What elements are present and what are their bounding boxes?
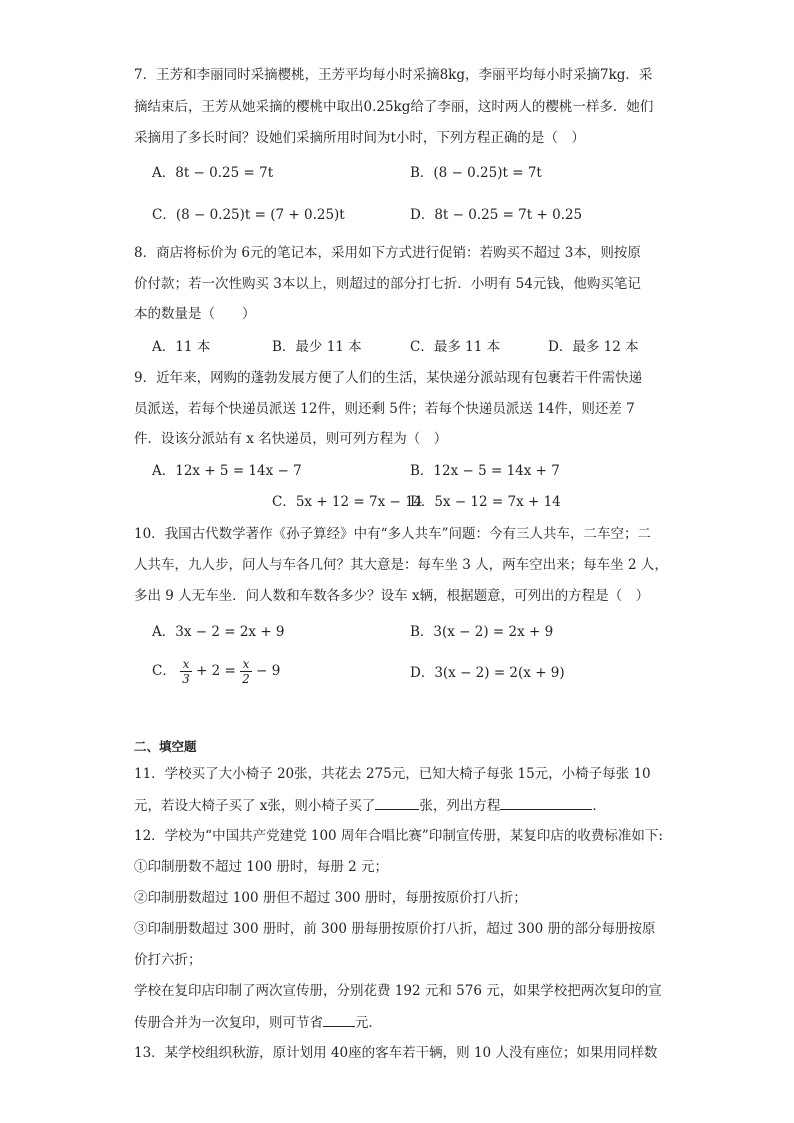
- q7-option-c: C．(8 − 0.25)t = (7 + 0.25)t: [152, 207, 345, 223]
- q8-option-c: C．最多 11 本: [410, 339, 501, 355]
- q10-line-1: 10．我国古代数学著作《孙子算经》中有“多人共车”问题：今有三人共车，二车空；二: [134, 526, 651, 542]
- q10-option-d: D．3(x − 2) = 2(x + 9): [410, 665, 565, 681]
- q8-line-3: 本的数量是（ ）: [134, 306, 256, 322]
- q11-text-b: 张，列出方程: [419, 798, 501, 814]
- fraction-denominator: 2: [242, 672, 250, 686]
- fraction-x-over-3: [180, 657, 192, 686]
- q8-line-1: 8．商店将标价为 6元的笔记本，采用如下方式进行促销：若购买不超过 3本，则按原: [134, 245, 641, 261]
- q9-option-d: D．5x − 12 = 7x + 14: [410, 494, 561, 510]
- q7-option-b: B．(8 − 0.25)t = 7t: [410, 165, 542, 181]
- q12-line-1: 12．学校为“中国共产党建党 100 周年合唱比赛”印制宣传册，某复印店的收费标准如下:: [134, 828, 663, 844]
- q8-line-2: 价付款；若一次性购买 3本以上，则超过的部分打七折．小明有 54元钱，他购买笔记: [134, 276, 641, 292]
- q7-line-1: 7．王芳和李丽同时采摘樱桃，王芳平均每小时采摘8kg，李丽平均每小时采摘7kg．采: [134, 67, 653, 83]
- q9-option-b: B．12x − 5 = 14x + 7: [410, 463, 560, 479]
- answer-blank[interactable]: [375, 795, 419, 810]
- q11-text-a: 元，若设大椅子买了 x张，则小椅子买了: [134, 798, 376, 814]
- q10-option-c-tail: − 9: [256, 663, 281, 679]
- section-heading-fill-in: 二、填空题: [134, 739, 197, 754]
- q12-rule-1: ①印制册数不超过 100 册时，每册 2 元；: [134, 859, 389, 875]
- answer-blank[interactable]: [323, 1012, 355, 1027]
- q12-text-b1: 传册合并为一次复印，则可节省: [134, 1015, 323, 1031]
- q9-option-a: A．12x + 5 = 14x − 7: [152, 463, 302, 479]
- q10-option-c-prefix: C．: [152, 663, 176, 679]
- q12-rule-3b: 价打六折；: [134, 952, 202, 968]
- q10-option-c: [152, 656, 280, 686]
- fraction-numerator: x: [180, 657, 192, 672]
- q11-line-1: 11．学校买了大小椅子 20张，共花去 275元，已知大椅子每张 15元，小椅子每张 10: [134, 766, 651, 782]
- q12-line-b: [134, 1012, 382, 1033]
- q9-option-c: C．5x + 12 = 7x − 14: [272, 494, 423, 510]
- q12-rule-3a: ③印制册数超过 300 册时，前 300 册每册按原价打八折，超过 300 册的部分每册按原: [134, 921, 656, 937]
- q7-line-3: 采摘用了多长时间？设她们采摘所用时间为t小时，下列方程正确的是（ ）: [134, 130, 585, 146]
- q10-option-a: A．3x − 2 = 2x + 9: [152, 624, 285, 640]
- q10-line-3: 多出 9 人无车坐．问人数和车数各多少？设车 x辆，根据题意，可列出的方程是（ ）: [134, 588, 650, 604]
- q11-text-c: ．: [592, 798, 606, 814]
- q7-line-2: 摘结束后，王芳从她采摘的樱桃中取出0.25kg给了李丽，这时两人的樱桃一样多．她们: [134, 99, 654, 115]
- q7-option-a: A．8t − 0.25 = 7t: [152, 165, 274, 181]
- q13-line-1: 13．某学校组织秋游，原计划用 40座的客车若干辆，则 10 人没有座位；如果用同样数: [134, 1045, 658, 1061]
- q9-line-3: 件．设该分派站有 x 名快递员，则可列方程为（ ）: [134, 431, 448, 447]
- q8-option-b: B．最少 11 本: [272, 339, 362, 355]
- q10-option-b: B．3(x − 2) = 2x + 9: [410, 624, 554, 640]
- q7-option-d: D．8t − 0.25 = 7t + 0.25: [410, 207, 583, 223]
- q11-line-2: [134, 795, 606, 816]
- q12-line-a: 学校在复印店印制了两次宣传册，分别花费 192 元和 576 元，如果学校把两次复印的宣: [134, 983, 662, 999]
- q10-option-c-middle: + 2 =: [196, 663, 236, 679]
- q12-text-b2: 元．: [355, 1015, 382, 1031]
- q12-rule-2: ②印制册数超过 100 册但不超过 300 册时，每册按原价打八折；: [134, 890, 527, 906]
- fraction-x-over-2: [240, 657, 252, 686]
- q9-line-1: 9．近年来，网购的蓬勃发展方便了人们的生活，某快递分派站现有包裹若干件需快递: [134, 370, 643, 386]
- q10-line-2: 人共车，九人步，问人与车各几何？其大意是：每车坐 3 人，两车空出来；每车坐 2 人，: [134, 557, 668, 573]
- fraction-numerator: x: [240, 657, 252, 672]
- answer-blank[interactable]: [500, 795, 592, 810]
- fraction-denominator: 3: [182, 672, 190, 686]
- q9-line-2: 员派送，若每个快递员派送 12件，则还剩 5件；若每个快递员派送 14件，则还差 7: [134, 401, 635, 417]
- q8-option-a: A．11 本: [152, 339, 211, 355]
- q8-option-d: D．最多 12 本: [548, 339, 639, 355]
